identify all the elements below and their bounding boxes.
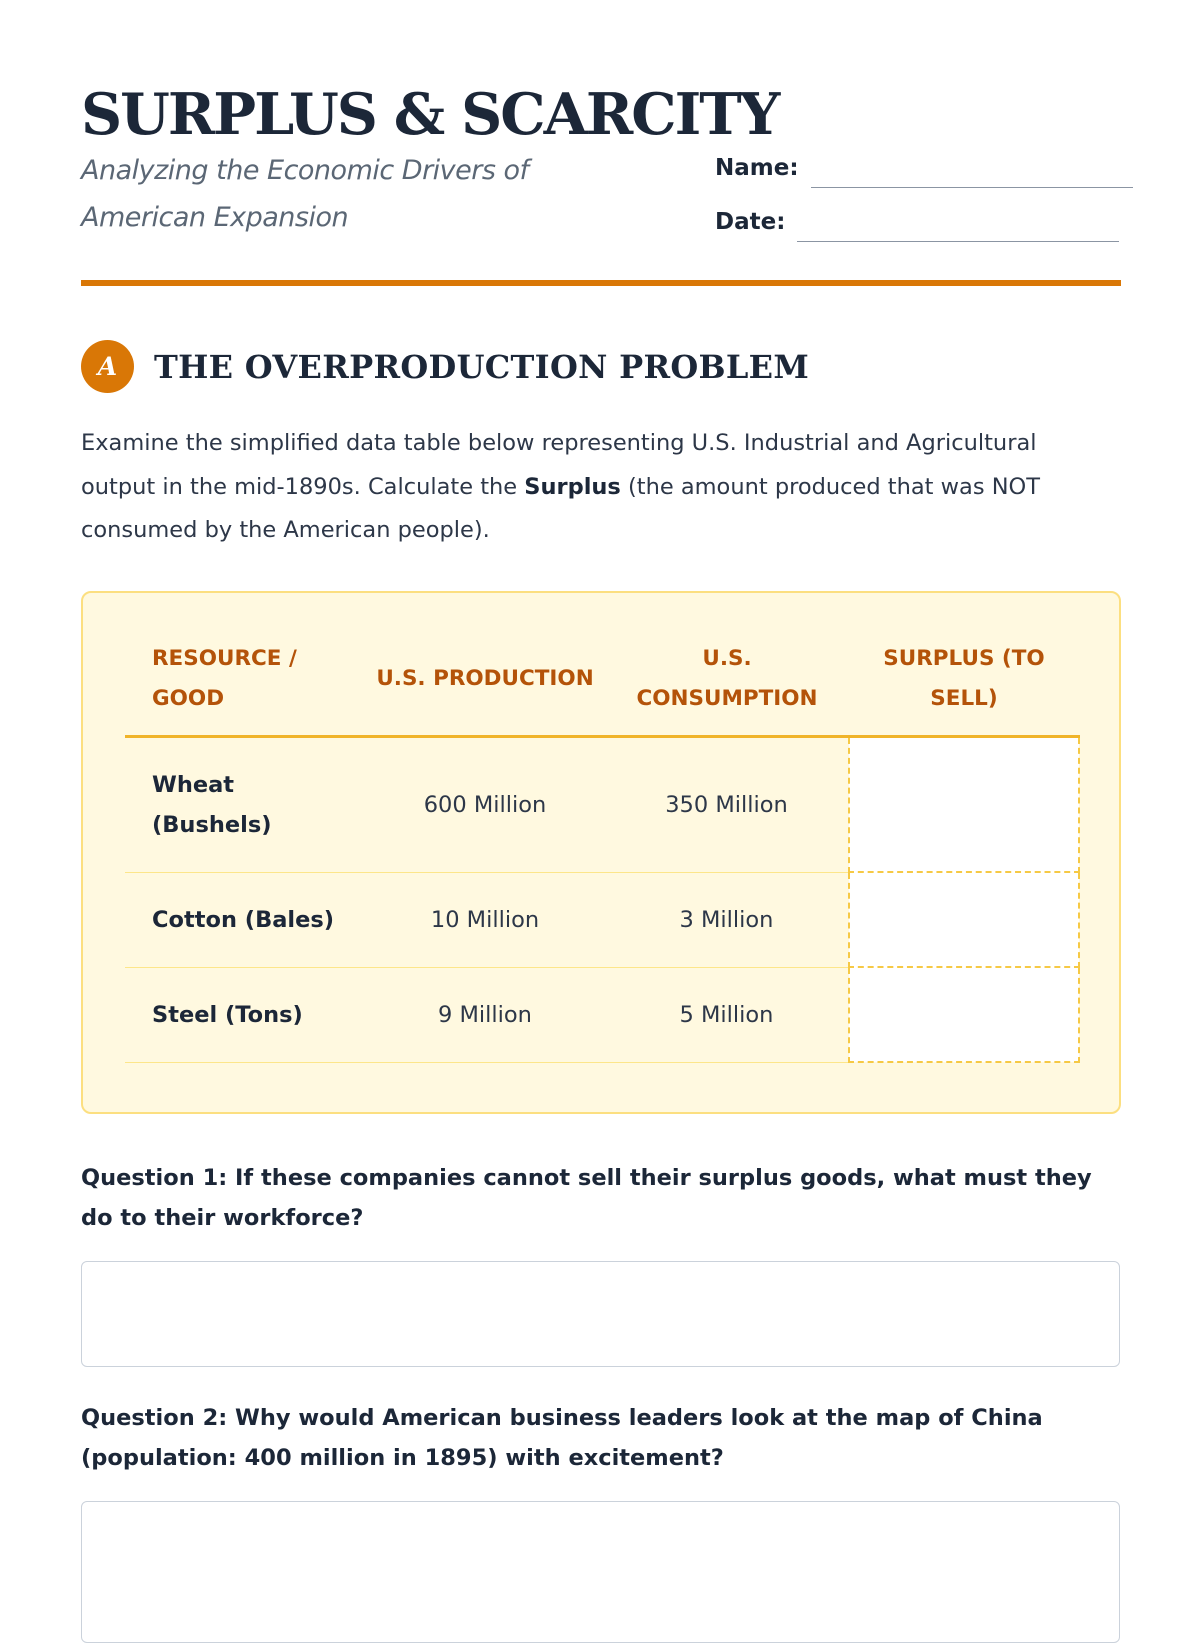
resource-cell: Cotton (Bales) <box>125 872 365 967</box>
header-resource: RESOURCE / GOOD <box>125 623 365 737</box>
question-1-answer-box[interactable] <box>81 1261 1120 1367</box>
production-cell: 9 Million <box>365 967 605 1062</box>
question-2-text: Question 2: Why would American business leaders look at the map of China (population: 400 million in 1895) with excitement? <box>81 1405 1043 1471</box>
surplus-answer-cell[interactable] <box>849 967 1079 1062</box>
worksheet-subtitle: Analyzing the Economic Drivers of American Expansion <box>81 155 529 233</box>
section-badge: A <box>81 340 134 393</box>
surplus-answer-cell[interactable] <box>849 872 1079 967</box>
output-table <box>125 623 1080 1063</box>
intro-bold-term: Surplus <box>524 473 621 500</box>
date-input-line[interactable] <box>797 219 1119 242</box>
table-row <box>125 737 1079 873</box>
worksheet-title: SURPLUS & SCARCITY <box>81 81 779 148</box>
consumption-cell: 5 Million <box>605 967 849 1062</box>
intro-text-start: Examine the simplified data table below representing U.S. Industrial and Agricultural output in the mid-1890s. Calculate the <box>81 430 1037 500</box>
section-a-heading <box>81 340 809 393</box>
header-divider <box>81 280 1121 286</box>
section-intro <box>81 422 1081 553</box>
name-field <box>715 154 1133 182</box>
intro-text-end: (the amount produced that was NOT consumed by the American people). <box>81 473 1041 543</box>
production-cell: 10 Million <box>365 872 605 967</box>
resource-cell: Wheat (Bushels) <box>125 737 365 873</box>
date-label: Date: <box>715 209 786 235</box>
name-label: Name: <box>715 155 799 181</box>
question-1-text: Question 1: If these companies cannot sell their surplus goods, what must they do to their workforce? <box>81 1165 1092 1231</box>
section-title: THE OVERPRODUCTION PROBLEM <box>154 347 810 386</box>
date-field <box>715 208 1119 236</box>
surplus-answer-cell[interactable] <box>849 737 1079 873</box>
header-production: U.S. PRODUCTION <box>365 623 605 737</box>
question-2-answer-box[interactable] <box>81 1501 1120 1643</box>
consumption-cell: 3 Million <box>605 872 849 967</box>
data-table-card <box>81 591 1121 1114</box>
table-row <box>125 872 1079 967</box>
table-row <box>125 967 1079 1062</box>
worksheet-header <box>81 0 1121 288</box>
production-cell: 600 Million <box>365 737 605 873</box>
resource-cell: Steel (Tons) <box>125 967 365 1062</box>
header-consumption: U.S. CONSUMPTION <box>605 623 849 737</box>
worksheet-page <box>81 0 1121 1471</box>
table-header-row <box>125 623 1079 737</box>
name-input-line[interactable] <box>811 165 1133 188</box>
header-surplus: SURPLUS (TO SELL) <box>849 623 1079 737</box>
consumption-cell: 350 Million <box>605 737 849 873</box>
